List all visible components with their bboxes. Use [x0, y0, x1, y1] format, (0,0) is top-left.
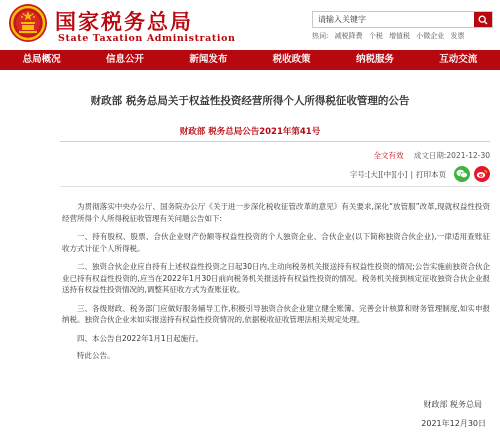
weibo-share-button[interactable]: [474, 166, 490, 182]
nav-item-taxpayer-service[interactable]: 纳税服务: [355, 54, 394, 65]
hot-word-link[interactable]: 减税降费: [334, 32, 363, 40]
site-header: [0, 0, 500, 50]
font-size-small-button[interactable]: 小: [397, 169, 405, 179]
signing-organization: 财政部 税务总局: [423, 400, 482, 409]
nav-item-interaction[interactable]: 互动交流: [439, 54, 478, 65]
article-title: 财政部 税务总局关于权益性投资经营所得个人所得税征收管理的公告: [90, 95, 410, 107]
article-body: [62, 201, 490, 368]
site-name-english: State Taxation Administration: [58, 33, 236, 44]
nav-item-tax-policy[interactable]: 税收政策: [272, 54, 311, 65]
hot-words: [312, 31, 469, 41]
weibo-icon: [476, 169, 488, 179]
wechat-share-button[interactable]: [454, 166, 470, 182]
hot-words-label: 热词:: [312, 32, 329, 40]
document-number: 财政部 税务总局公告2021年第41号: [179, 127, 321, 137]
hot-word-link[interactable]: 发票: [450, 32, 465, 40]
search-icon: [478, 15, 488, 25]
font-size-large-button[interactable]: 大: [370, 169, 378, 179]
article-tools: 字号: [ 大 ] [ 中 ] [ 小 ] | 打印本页: [350, 166, 490, 182]
tools-divider: [60, 186, 490, 187]
validity-status: 全文有效: [373, 151, 404, 160]
share-icons: [454, 166, 490, 182]
signing-date: 2021年12月30日: [421, 419, 486, 428]
search-input[interactable]: [313, 12, 473, 27]
title-divider: [60, 141, 490, 142]
font-size-medium-button[interactable]: 中: [383, 169, 392, 179]
hot-word-link[interactable]: 增值税: [389, 32, 411, 40]
body-paragraph: 特此公告。: [77, 351, 115, 360]
hot-word-link[interactable]: 小微企业: [416, 32, 445, 40]
written-date: 成文日期:2021-12-30: [413, 151, 490, 160]
search-button[interactable]: [474, 12, 492, 27]
site-name[interactable]: 国家税务总局: [55, 10, 193, 34]
search-box: [312, 11, 493, 28]
body-paragraph: 三、各级财政、税务部门应做好服务辅导工作,积极引导独资合伙企业建立健全账簿、完善会计核算和财务管理制度,如实申报纳税。独资合伙企业未如实报送持有权益性投资情况的,依据税收征收管理法相关规定处理。: [62, 303, 490, 324]
nav-item-news[interactable]: 新闻发布: [189, 54, 228, 65]
wechat-icon: [456, 169, 468, 179]
article-meta: [373, 150, 490, 161]
font-size-label: 字号:: [349, 169, 368, 179]
nav-item-overview[interactable]: 总局概况: [22, 54, 61, 65]
body-paragraph: 二、独资合伙企业应自持有上述权益性投资之日起30日内,主动向税务机关报送持有权益性投资的情况;公告实施前独资合伙企业已持有权益性投资的,应当在2022年1月30日前向税务机关报送持有权益性投资的情况。税务机关接到核定征收独资合伙企业报送持有权益性投资情况的,调整其征收方式为查账征收。: [62, 262, 490, 294]
body-paragraph: 四、本公告自2022年1月1日起施行。: [77, 333, 204, 343]
national-emblem-icon[interactable]: [8, 3, 48, 43]
print-page-button[interactable]: 打印本页: [416, 169, 446, 179]
body-paragraph: 一、持有股权、股票、合伙企业财产份额等权益性投资的个人独资企业、合伙企业(以下简称独资合伙企业),一律适用查账征收方式计征个人所得税。: [62, 232, 490, 253]
main-nav: [0, 50, 500, 70]
body-paragraph: 为贯彻落实中央办公厅、国务院办公厅《关于进一步深化税收征管改革的意见》有关要求,深化“放管服”改革,现就权益性投资经营所得个人所得税征收管理有关问题公告如下:: [62, 202, 490, 223]
hot-word-link[interactable]: 个税: [368, 32, 383, 40]
nav-item-info-disclosure[interactable]: 信息公开: [105, 54, 144, 65]
